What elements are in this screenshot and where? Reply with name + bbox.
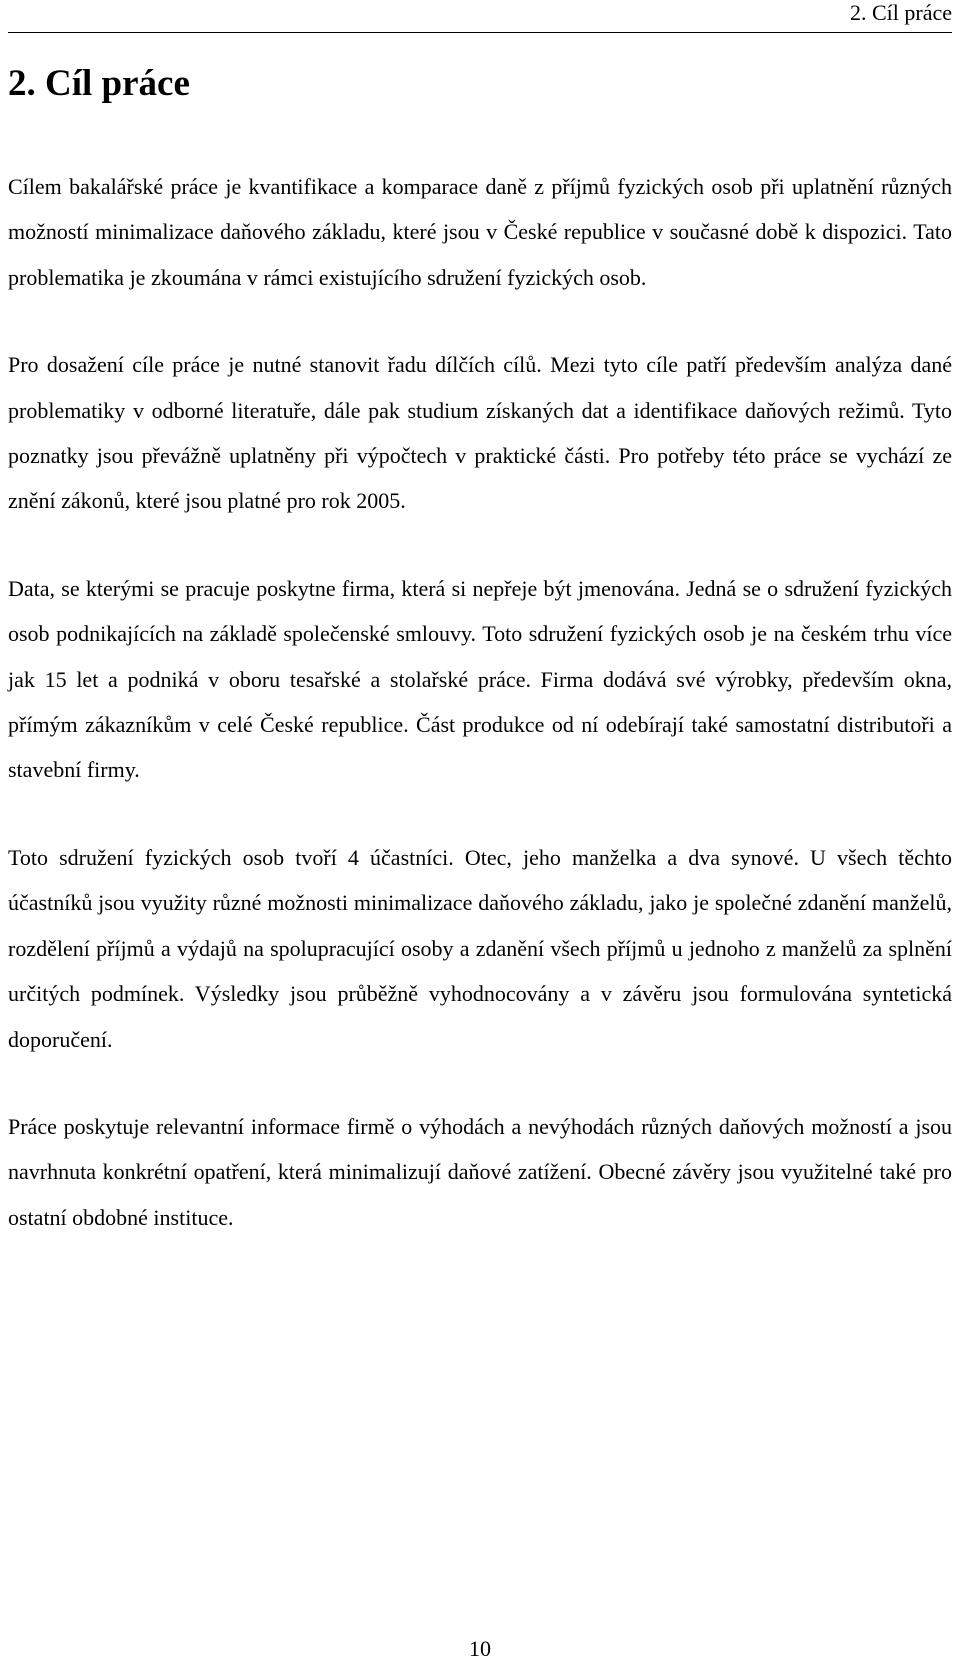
paragraph-goal: Cílem bakalářské práce je kvantifikace a komparace daně z příjmů fyzických osob při uplatnění různých možností minimalizace daňového základu, které jsou v České republice v současné době k dispozici. Tato problematika je zkoumána v rámci existujícího sdružení fyzických osob.	[8, 174, 952, 290]
header-rule	[8, 32, 952, 33]
paragraph-subgoals: Pro dosažení cíle práce je nutné stanovit řadu dílčích cílů. Mezi tyto cíle patří především analýza dané problematiky v odborné literatuře, dále pak studium získaných dat a identifikace daňových režimů. Tyto poznatky jsou převážně uplatněny při výpočtech v praktické části. Pro potřeby této práce se vychází ze znění zákonů, které jsou platné pro rok 2005.	[8, 352, 952, 514]
body-text	[8, 164, 952, 1282]
paragraph-participants: Toto sdružení fyzických osob tvoří 4 účastníci. Otec, jeho manželka a dva synové. U všech těchto účastníků jsou využity různé možnosti minimalizace daňového základu, jako je společné zdanění manželů, rozdělení příjmů a výdajů na spolupracující osoby a zdanění všech příjmů u jednoho z manželů za splnění určitých podmínek. Výsledky jsou průběžně vyhodnocovány a v závěru jsou formulována syntetická doporučení.	[8, 844, 952, 1052]
paragraph-data-source: Data, se kterými se pracuje poskytne firma, která si nepřeje být jmenována. Jedná se o sdružení fyzických osob podnikajících na základě společenské smlouvy. Toto sdružení fyzických osob je na českém trhu více jak 15 let a podniká v oboru tesařské a stolařské práce. Firma dodává své výrobky, především okna, přímým zákazníkům v celé České republice. Část produkce od ní odebírají také samostatní distributoři a stavební firmy.	[8, 575, 952, 783]
page-number: 10	[469, 1636, 491, 1661]
paragraph-benefits: Práce poskytuje relevantní informace firmě o výhodách a nevýhodách různých daňových možností a jsou navrhnuta konkrétní opatření, která minimalizují daňové zatížení. Obecné závěry jsou využitelné také pro ostatní obdobné instituce.	[8, 1113, 952, 1230]
running-header: 2. Cíl práce	[849, 0, 952, 25]
chapter-title: 2. Cíl práce	[8, 63, 190, 104]
